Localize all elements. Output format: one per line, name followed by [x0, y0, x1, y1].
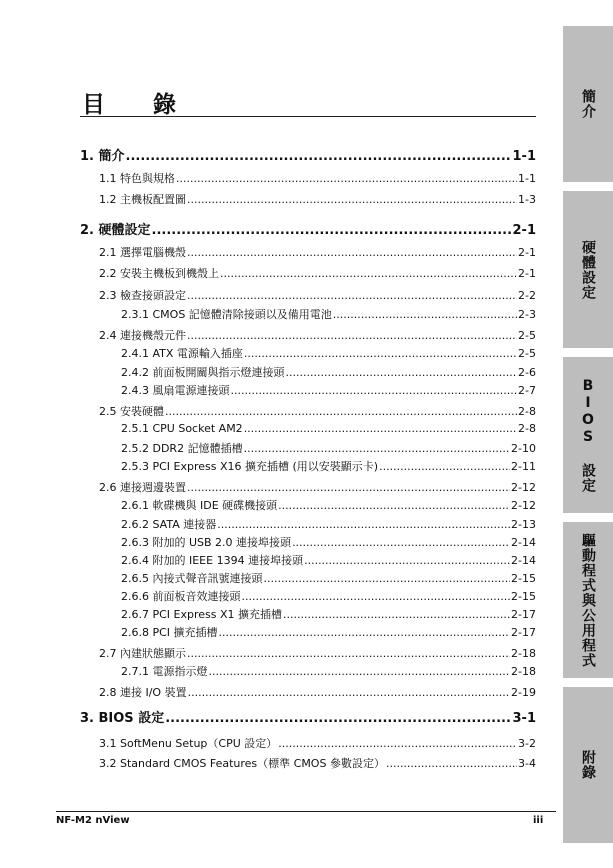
- footer-divider: [56, 811, 556, 812]
- toc-entry-label: 2.4.3 風扇電源連接頭: [121, 384, 230, 397]
- toc-entry-label: 2.1 選擇電腦機殼: [99, 246, 186, 259]
- toc-entry[interactable]: [99, 755, 536, 771]
- toc-entry-page: 2-14: [511, 554, 536, 567]
- toc-entry[interactable]: [99, 170, 536, 186]
- toc-chapter-entry[interactable]: [80, 707, 536, 726]
- toc-entry[interactable]: [121, 606, 536, 622]
- toc-entry-label: 1. 簡介: [80, 149, 125, 164]
- dot-leader: [244, 442, 510, 455]
- toc-entry-page: 2-1: [518, 246, 536, 259]
- dot-leader: [231, 384, 518, 397]
- footer-page-number: iii: [533, 815, 544, 826]
- toc-entry[interactable]: [121, 440, 536, 456]
- toc-entry-page: 3-4: [518, 757, 536, 770]
- dot-leader: [209, 665, 511, 678]
- toc-entry-page: 2-1: [518, 267, 536, 280]
- toc-entry[interactable]: [121, 570, 536, 586]
- dot-leader: [220, 267, 517, 280]
- toc-entry-label: 2.5.3 PCI Express X16 擴充插槽 (用以安裝顯示卡): [121, 460, 379, 473]
- toc-entry-label: 2.6 連接週邊裝置: [99, 481, 186, 494]
- toc-entry-page: 2-18: [511, 647, 536, 660]
- dot-leader: [187, 193, 517, 206]
- dot-leader: [333, 308, 517, 321]
- tab-hardware-setup-label: 硬體設定: [580, 239, 596, 300]
- toc-entry[interactable]: [99, 191, 536, 207]
- toc-entry-label: 2.5.1 CPU Socket AM2: [121, 422, 243, 435]
- toc-entry-page: 2-17: [511, 608, 536, 621]
- dot-leader: [379, 460, 510, 473]
- tab-hardware-setup[interactable]: [563, 191, 613, 348]
- dot-leader: [187, 647, 510, 660]
- toc-entry[interactable]: [99, 327, 536, 343]
- toc-entry[interactable]: [121, 382, 536, 398]
- toc-entry-page: 2-5: [518, 347, 536, 360]
- dot-leader: [264, 572, 511, 585]
- toc-entry-label: 1.2 主機板配置圖: [99, 193, 186, 206]
- toc-entry-page: 2-3: [518, 308, 536, 321]
- dot-leader: [187, 289, 517, 302]
- toc-entry[interactable]: [99, 265, 536, 281]
- toc-entry[interactable]: [121, 345, 536, 361]
- toc-entry-label: 3. BIOS 設定: [80, 711, 165, 726]
- toc-entry-label: 2.7 內建狀態顯示: [99, 647, 186, 660]
- toc-entry-page: 2-15: [511, 572, 536, 585]
- dot-leader: [187, 246, 517, 259]
- toc-entry-label: 2. 硬體設定: [80, 223, 151, 238]
- dot-leader: [187, 329, 517, 342]
- dot-leader: [126, 149, 512, 164]
- toc-entry-page: 1-1: [512, 149, 536, 164]
- page-title: 目 錄: [82, 92, 197, 118]
- dot-leader: [278, 499, 510, 512]
- toc-entry-page: 3-1: [512, 711, 536, 726]
- toc-entry[interactable]: [121, 552, 536, 568]
- dot-leader: [244, 347, 517, 360]
- toc-entry[interactable]: [121, 497, 536, 513]
- toc-entry[interactable]: [99, 403, 536, 419]
- toc-entry-label: 2.4.1 ATX 電源輸入插座: [121, 347, 243, 360]
- tab-bios-setup-label: BIOS 設定: [580, 377, 596, 493]
- toc-entry-page: 2-5: [518, 329, 536, 342]
- toc-entry-label: 2.3.1 CMOS 記憶體清除接頭以及備用電池: [121, 308, 332, 321]
- dot-leader: [244, 422, 517, 435]
- toc-entry-page: 2-18: [511, 665, 536, 678]
- toc-entry-page: 2-19: [511, 686, 536, 699]
- toc-entry-label: 2.6.3 附加的 USB 2.0 連接埠接頭: [121, 536, 292, 549]
- toc-entry[interactable]: [121, 458, 536, 474]
- toc-entry[interactable]: [99, 684, 536, 700]
- dot-leader: [386, 757, 517, 770]
- toc-entry[interactable]: [99, 479, 536, 495]
- toc-entry-page: 2-8: [518, 405, 536, 418]
- dot-leader: [152, 223, 512, 238]
- toc-entry-page: 3-2: [518, 737, 536, 750]
- toc-entry-page: 2-8: [518, 422, 536, 435]
- dot-leader: [219, 626, 510, 639]
- toc-entry-label: 2.4 連接機殼元件: [99, 329, 186, 342]
- toc-entry-page: 1-1: [518, 172, 536, 185]
- toc-entry-page: 2-13: [511, 518, 536, 531]
- toc-entry-page: 2-12: [511, 481, 536, 494]
- toc-entry-page: 2-15: [511, 590, 536, 603]
- toc-entry-page: 2-17: [511, 626, 536, 639]
- toc-entry-page: 2-14: [511, 536, 536, 549]
- toc-entry-label: 2.6.6 前面板音效連接頭: [121, 590, 241, 603]
- toc-chapter-entry[interactable]: [80, 219, 536, 238]
- toc-entry-page: 2-7: [518, 384, 536, 397]
- toc-entry[interactable]: [99, 645, 536, 661]
- tab-intro-label: 簡介: [580, 89, 596, 119]
- toc-entry[interactable]: [121, 663, 536, 679]
- dot-leader: [176, 172, 517, 185]
- toc-entry[interactable]: [121, 624, 536, 640]
- dot-leader: [165, 405, 517, 418]
- dot-leader: [242, 590, 511, 603]
- toc-entry-label: 2.6.4 附加的 IEEE 1394 連接埠接頭: [121, 554, 304, 567]
- toc-entry-page: 2-12: [511, 499, 536, 512]
- toc-chapter-entry[interactable]: [80, 145, 536, 164]
- toc-entry-label: 2.4.2 前面板開關與指示燈連接頭: [121, 366, 285, 379]
- dot-leader: [187, 481, 510, 494]
- toc-entry-label: 2.5.2 DDR2 記憶體插槽: [121, 442, 243, 455]
- toc-entry-label: 2.6.8 PCI 擴充插槽: [121, 626, 218, 639]
- dot-leader: [188, 686, 510, 699]
- toc-entry-label: 2.6.1 軟碟機與 IDE 硬碟機接頭: [121, 499, 278, 512]
- tab-intro[interactable]: [563, 26, 613, 182]
- toc-entry-label: 2.6.2 SATA 連接器: [121, 518, 217, 531]
- toc-entry-label: 1.1 特色與規格: [99, 172, 175, 185]
- toc-entry[interactable]: [121, 588, 536, 604]
- tab-appendix-label: 附錄: [580, 750, 596, 780]
- toc-entry[interactable]: [121, 364, 536, 380]
- toc-entry-label: 2.5 安裝硬體: [99, 405, 164, 418]
- toc-entry[interactable]: [99, 287, 536, 303]
- dot-leader: [217, 518, 510, 531]
- dot-leader: [283, 608, 510, 621]
- toc-entry[interactable]: [121, 422, 536, 435]
- dot-leader: [278, 737, 517, 750]
- dot-leader: [292, 536, 510, 549]
- footer-product-name: NF-M2 nView: [56, 815, 130, 826]
- toc-entry-page: 2-11: [511, 460, 536, 473]
- tab-appendix[interactable]: [563, 687, 613, 843]
- toc-entry-label: 2.6.5 內接式聲音訊號連接頭: [121, 572, 263, 585]
- toc-entry-page: 1-3: [518, 193, 536, 206]
- toc-entry-label: 2.8 連接 I/O 裝置: [99, 686, 187, 699]
- toc-entry[interactable]: [121, 534, 536, 550]
- toc-entry[interactable]: [121, 516, 536, 532]
- toc-entry-page: 2-1: [512, 223, 536, 238]
- toc-entry-page: 2-6: [518, 366, 536, 379]
- toc-entry-page: 2-2: [518, 289, 536, 302]
- dot-leader: [165, 711, 511, 726]
- toc-entry[interactable]: [99, 244, 536, 260]
- toc-entry-page: 2-10: [511, 442, 536, 455]
- toc-entry-label: 3.1 SoftMenu Setup（CPU 設定）: [99, 737, 278, 750]
- title-divider: [80, 116, 536, 117]
- toc-entry-label: 2.2 安裝主機板到機殼上: [99, 267, 219, 280]
- tab-drivers-utilities[interactable]: [563, 522, 613, 678]
- toc-entry-label: 2.7.1 電源指示燈: [121, 665, 208, 678]
- toc-entry[interactable]: [121, 306, 536, 322]
- toc-entry-label: 2.3 檢查接頭設定: [99, 289, 186, 302]
- dot-leader: [286, 366, 518, 379]
- toc-entry[interactable]: [99, 735, 536, 751]
- tab-bios-setup[interactable]: [563, 357, 613, 513]
- dot-leader: [304, 554, 510, 567]
- tab-drivers-utilities-label: 驅動程式與公用程式: [580, 532, 596, 668]
- toc-entry-label: 3.2 Standard CMOS Features（標準 CMOS 參數設定）: [99, 757, 385, 770]
- toc-entry-label: 2.6.7 PCI Express X1 擴充插槽: [121, 608, 283, 621]
